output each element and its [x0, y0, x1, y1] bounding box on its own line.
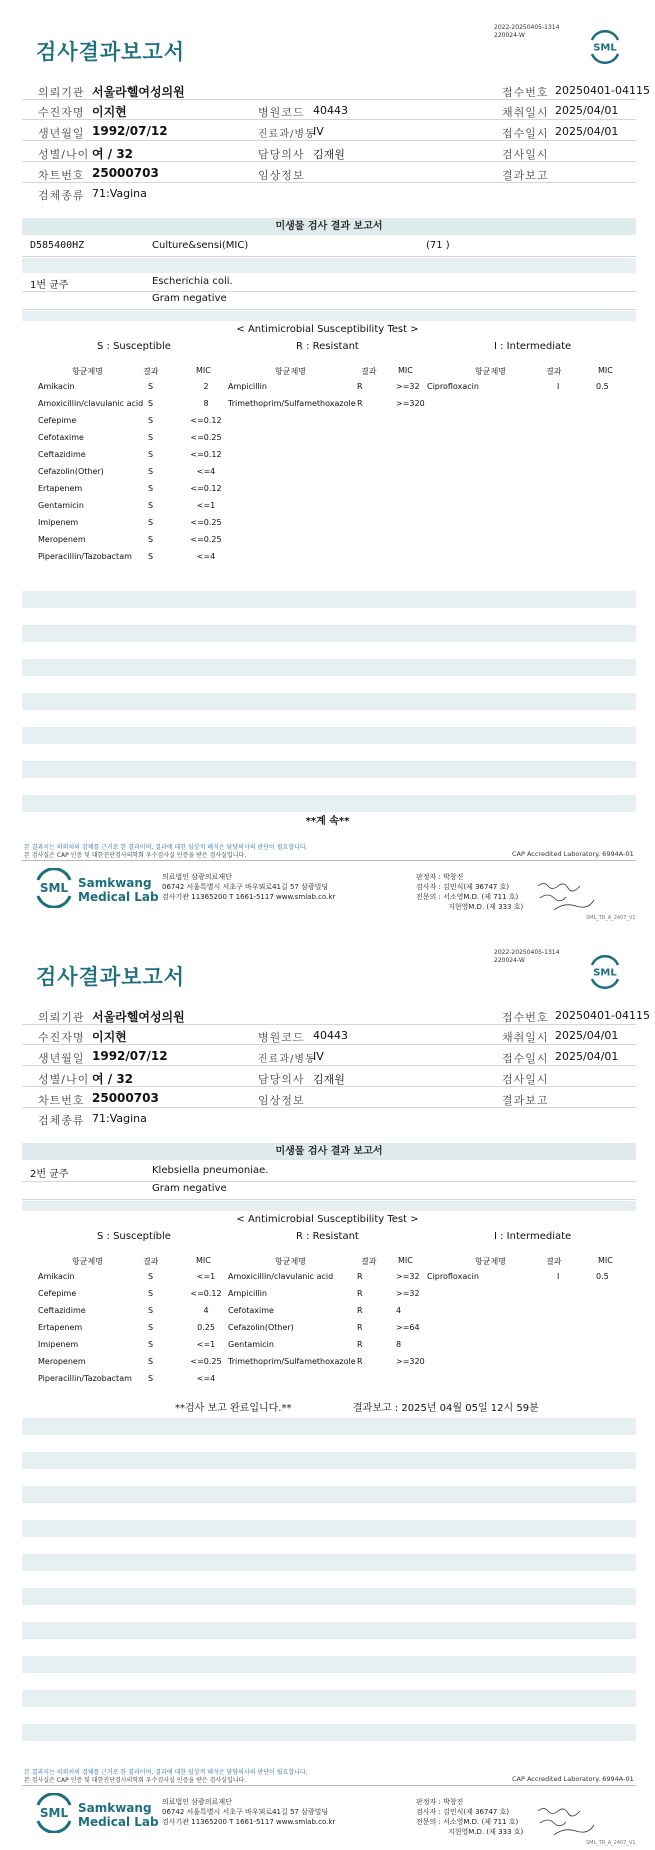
value-collector: 이지현	[92, 105, 127, 119]
label-clinical: 임상정보	[258, 1094, 305, 1107]
label-receipt-no: 접수번호	[502, 86, 549, 99]
value-collect-date: 2025/04/01	[555, 104, 619, 117]
label-receipt-date: 접수일시	[502, 127, 549, 140]
value-receipt-no: 20250401-04115	[555, 84, 650, 97]
value-chart-no: 25000703	[92, 1091, 159, 1105]
drug-name: Amoxicillin/clavulanic acid	[228, 1272, 334, 1281]
footer-note-1: 본 결과지는 의뢰처의 검체를 근거로 한 결과이며, 결과에 대한 임상적 해석은 담당의사의 판단이 필요합니다.	[24, 1769, 308, 1776]
drug-name: Amikacin	[38, 382, 75, 391]
row-stripe	[22, 591, 636, 608]
signer-1: 판정자 : 박창진	[416, 873, 464, 881]
header-result-2: 결과	[361, 367, 377, 376]
value-collect-date: 2025/04/01	[555, 1029, 619, 1042]
form-number: SML_TR_A_2407_V1	[586, 1840, 636, 1846]
mic-value: 8	[203, 399, 209, 408]
header-result-3: 결과	[546, 367, 562, 376]
susceptibility-result: S	[148, 450, 154, 459]
label-doctor: 담당의사	[258, 148, 305, 161]
logo-text: SML	[593, 42, 617, 54]
gram-stain: Gram negative	[152, 1183, 227, 1194]
test-code: D585400HZ	[30, 240, 85, 251]
label-sex-age: 성별/나이	[38, 148, 90, 161]
drug-name: Ceftazidime	[38, 450, 86, 459]
label-result-report: 결과보고	[502, 169, 549, 182]
row-stripe	[22, 693, 636, 710]
value-receipt-no: 20250401-04115	[555, 1009, 650, 1022]
header-drug-1: 항균제명	[72, 367, 103, 376]
value-specimen: 71:Vagina	[92, 1112, 147, 1125]
test-name: Culture&sensi(MIC)	[152, 240, 249, 251]
mic-value: <=1	[196, 1272, 216, 1281]
row-stripe	[22, 1486, 636, 1503]
report-title: 검사결과보고서	[36, 40, 186, 64]
susceptibility-result: S	[148, 382, 154, 391]
row-stripe	[22, 1656, 636, 1673]
value-sex-age: 여 / 32	[92, 1072, 134, 1086]
susceptibility-result: R	[357, 1272, 363, 1281]
label-sex-age: 성별/나이	[38, 1073, 90, 1086]
value-institution: 서울라헬여성의원	[92, 85, 185, 99]
legend-resistant: R : Resistant	[296, 341, 359, 352]
row-stripe	[22, 1622, 636, 1639]
footer-address-3: 검사기관 11365200 T 1661-5117 www.smlab.co.kr	[162, 1818, 336, 1826]
section-title: 미생물 검사 결과 보고서	[22, 1143, 636, 1160]
row-stripe	[22, 1554, 636, 1571]
drug-name: Amoxicillin/clavulanic acid	[38, 399, 144, 408]
label-check-date: 검사일시	[502, 148, 549, 161]
footer-address-3: 검사기관 11365200 T 1661-5117 www.smlab.co.kr	[162, 893, 336, 901]
mic-value: <=0.12	[190, 416, 222, 425]
susceptibility-result: S	[148, 501, 154, 510]
organism-name: Klebsiella pneumoniae.	[152, 1165, 269, 1176]
drug-name: Imipenem	[38, 1340, 79, 1349]
sml-logo-icon	[588, 955, 622, 989]
label-doctor: 담당의사	[258, 1073, 305, 1086]
header-drug-1: 항균제명	[72, 1257, 103, 1266]
label-hospital-code: 병원코드	[258, 1031, 305, 1044]
mic-value: >=32	[396, 382, 420, 391]
drug-name: Meropenem	[38, 535, 86, 544]
drug-name: Cefazolin(Other)	[38, 467, 104, 476]
susceptibility-result: R	[357, 399, 363, 408]
signature-icon	[536, 880, 596, 914]
susceptibility-result: S	[148, 484, 154, 493]
sml-logo-icon	[588, 30, 622, 64]
label-check-date: 검사일시	[502, 1073, 549, 1086]
document-number	[494, 949, 559, 965]
label-chart-no: 차트번호	[38, 169, 85, 182]
mic-value: >=32	[396, 1272, 420, 1281]
footer-logo-text: SML	[39, 1806, 69, 1820]
legend-intermediate: I : Intermediate	[494, 341, 572, 352]
doc-no-2: 220024-W	[494, 32, 525, 39]
mic-value: <=4	[196, 552, 216, 561]
row-stripe	[22, 727, 636, 744]
susceptibility-result: S	[148, 535, 154, 544]
susceptibility-result: R	[357, 1340, 363, 1349]
label-dob: 생년월일	[38, 1052, 85, 1065]
document-number	[494, 24, 559, 40]
susceptibility-result: S	[148, 552, 154, 561]
value-specimen: 71:Vagina	[92, 187, 147, 200]
signer-3: 전문의 : 서소영M.D. (제 711 호)	[416, 1818, 519, 1826]
legend-susceptible: S : Susceptible	[97, 1231, 171, 1242]
row-stripe	[22, 1520, 636, 1537]
value-receipt-date: 2025/04/01	[555, 125, 619, 138]
label-receipt-date: 접수일시	[502, 1052, 549, 1065]
header-result-2: 결과	[361, 1257, 377, 1266]
ast-title: < Antimicrobial Susceptibility Test >	[236, 1214, 419, 1225]
doc-no-2: 220024-W	[494, 957, 525, 964]
drug-name: Cefotaxime	[228, 1306, 274, 1315]
mic-value: 8	[396, 1340, 402, 1349]
value-receipt-date: 2025/04/01	[555, 1050, 619, 1063]
value-dob: 1992/07/12	[92, 124, 168, 138]
isolate-label: 1번 균주	[30, 280, 69, 291]
report-time: 결과보고 : 2025년 04월 05일 12시 59분	[353, 1403, 539, 1414]
susceptibility-result: R	[357, 1306, 363, 1315]
susceptibility-result: R	[357, 1289, 363, 1298]
susceptibility-result: R	[357, 1357, 363, 1366]
drug-name: Ampicillin	[228, 1289, 267, 1298]
label-specimen: 검체종류	[38, 189, 85, 202]
row-stripe	[22, 1588, 636, 1605]
drug-name: Ertapenem	[38, 1323, 83, 1332]
susceptibility-result: S	[148, 1323, 154, 1332]
section-title: 미생물 검사 결과 보고서	[22, 218, 636, 235]
drug-name: Ciprofloxacin	[427, 1272, 479, 1281]
value-doctor: 김재원	[313, 1073, 345, 1086]
drug-name: Cefepime	[38, 416, 77, 425]
row-stripe	[22, 659, 636, 676]
mic-value: <=1	[196, 501, 216, 510]
header-mic-2: MIC	[398, 1256, 413, 1265]
value-doctor: 김재원	[313, 148, 345, 161]
organism-name: Escherichia coli.	[152, 276, 233, 287]
susceptibility-result: R	[357, 1323, 363, 1332]
mic-value: <=4	[196, 1374, 216, 1383]
gram-stain: Gram negative	[152, 293, 227, 304]
footer-address-2: 06742 서울특별시 서초구 바우뫼로41길 57 삼광빌딩	[162, 883, 329, 891]
cap-accreditation: CAP Accredited Laboratory. 6994A-01	[512, 1775, 634, 1783]
value-dept-ward: IV	[313, 1050, 324, 1063]
label-collect-date: 채취일시	[502, 106, 549, 119]
label-dob: 생년월일	[38, 127, 85, 140]
footer-note-2: 본 검사실은 CAP 인증 및 대한진단검사의학회 우수검사실 인증을 받은 검사실입니다.	[24, 852, 247, 859]
label-collector: 수진자명	[38, 106, 85, 119]
mic-value: <=0.25	[190, 535, 222, 544]
sml-footer-logo-icon	[34, 1793, 74, 1833]
continued-marker: **계 속**	[305, 816, 350, 827]
report-page-2	[0, 925, 655, 1850]
drug-name: Cefepime	[38, 1289, 77, 1298]
mic-value: >=32	[396, 1289, 420, 1298]
label-chart-no: 차트번호	[38, 1094, 85, 1107]
header-result-1: 결과	[143, 1257, 159, 1266]
susceptibility-result: R	[357, 382, 363, 391]
drug-name: Amikacin	[38, 1272, 75, 1281]
mic-value: 0.5	[596, 1272, 609, 1281]
legend-susceptible: S : Susceptible	[97, 341, 171, 352]
value-dob: 1992/07/12	[92, 1049, 168, 1063]
isolate-label: 2번 균주	[30, 1169, 69, 1180]
header-drug-3: 항균제명	[475, 367, 506, 376]
label-institution: 의뢰기관	[38, 1011, 85, 1024]
susceptibility-result: S	[148, 1357, 154, 1366]
drug-name: Piperacillin/Tazobactam	[38, 552, 132, 561]
header-result-1: 결과	[143, 367, 159, 376]
drug-name: Gentamicin	[228, 1340, 274, 1349]
row-stripe	[22, 1690, 636, 1707]
test-number: (71 )	[426, 240, 450, 251]
signer-4: 지현영M.D. (제 333 호)	[448, 1828, 524, 1836]
value-hospital-code: 40443	[313, 104, 348, 117]
brand-name-2: Medical Lab	[78, 1815, 159, 1829]
header-mic-1: MIC	[196, 366, 211, 375]
signer-4: 지현영M.D. (제 333 호)	[448, 903, 524, 911]
doc-no-1: 2022-20250405-1314	[494, 949, 560, 956]
susceptibility-result: S	[148, 416, 154, 425]
header-mic-2: MIC	[398, 366, 413, 375]
header-drug-3: 항균제명	[475, 1257, 506, 1266]
drug-name: Ceftazidime	[38, 1306, 86, 1315]
susceptibility-result: I	[557, 382, 560, 391]
legend-resistant: R : Resistant	[296, 1231, 359, 1242]
footer-note-2: 본 검사실은 CAP 인증 및 대한진단검사의학회 우수검사실 인증을 받은 검사실입니다.	[24, 1777, 247, 1784]
footer-address-1: 의료법인 삼광의료재단	[162, 873, 232, 881]
legend-intermediate: I : Intermediate	[494, 1231, 572, 1242]
header-mic-3: MIC	[598, 1256, 613, 1265]
mic-value: <=0.12	[190, 1289, 222, 1298]
susceptibility-result: S	[148, 1374, 154, 1383]
mic-value: >=64	[396, 1323, 420, 1332]
drug-name: Ampicillin	[228, 382, 267, 391]
signer-2: 검사자 : 김민식(제 36747 호)	[416, 883, 510, 891]
label-dept-ward: 진료과/병동	[258, 1054, 316, 1065]
mic-value: <=0.12	[190, 450, 222, 459]
drug-name: Piperacillin/Tazobactam	[38, 1374, 132, 1383]
drug-name: Ciprofloxacin	[427, 382, 479, 391]
cap-accreditation: CAP Accredited Laboratory. 6994A-01	[512, 850, 634, 858]
row-stripe	[22, 1452, 636, 1469]
susceptibility-result: S	[148, 518, 154, 527]
susceptibility-result: S	[148, 467, 154, 476]
susceptibility-result: I	[557, 1272, 560, 1281]
row-stripe	[22, 1724, 636, 1741]
mic-value: >=320	[396, 399, 425, 408]
mic-value: 0.5	[596, 382, 609, 391]
mic-value: <=0.25	[190, 1357, 222, 1366]
drug-name: Trimethoprim/Sulfamethoxazole	[228, 1357, 356, 1366]
footer-logo-text: SML	[39, 881, 69, 895]
row-stripe	[22, 625, 636, 642]
mic-value: <=0.25	[190, 433, 222, 442]
label-result-report: 결과보고	[502, 1094, 549, 1107]
label-collect-date: 채취일시	[502, 1031, 549, 1044]
header-result-3: 결과	[546, 1257, 562, 1266]
mic-value: <=0.12	[190, 484, 222, 493]
brand-name-2: Medical Lab	[78, 890, 159, 904]
value-hospital-code: 40443	[313, 1029, 348, 1042]
header-drug-2: 항균제명	[275, 1257, 306, 1266]
mic-value: 0.25	[197, 1323, 215, 1332]
drug-name: Trimethoprim/Sulfamethoxazole	[228, 399, 356, 408]
doc-no-1: 2022-20250405-1314	[494, 24, 560, 31]
signer-2: 검사자 : 김민식(제 36747 호)	[416, 1808, 510, 1816]
mic-value: 4	[396, 1306, 402, 1315]
drug-name: Cefotaxime	[38, 433, 84, 442]
report-title: 검사결과보고서	[36, 965, 186, 989]
brand-name-1: Samkwang	[78, 1801, 152, 1815]
susceptibility-result: S	[148, 1272, 154, 1281]
signer-1: 판정자 : 박창진	[416, 1798, 464, 1806]
label-clinical: 임상정보	[258, 169, 305, 182]
footer-address-2: 06742 서울특별시 서초구 바우뫼로41길 57 삼광빌딩	[162, 1808, 329, 1816]
drug-name: Cefazolin(Other)	[228, 1323, 294, 1332]
mic-value: 4	[203, 1306, 209, 1315]
label-institution: 의뢰기관	[38, 86, 85, 99]
mic-value: <=4	[196, 467, 216, 476]
susceptibility-result: S	[148, 1306, 154, 1315]
drug-name: Imipenem	[38, 518, 79, 527]
value-dept-ward: IV	[313, 125, 324, 138]
label-specimen: 검체종류	[38, 1114, 85, 1127]
header-drug-2: 항균제명	[275, 367, 306, 376]
form-number: SML_TR_A_2407_V1	[586, 915, 636, 921]
brand-name-1: Samkwang	[78, 876, 152, 890]
header-mic-1: MIC	[196, 1256, 211, 1265]
drug-name: Gentamicin	[38, 501, 84, 510]
mic-value: <=1	[196, 1340, 216, 1349]
label-hospital-code: 병원코드	[258, 106, 305, 119]
row-stripe	[22, 795, 636, 812]
mic-value: <=0.25	[190, 518, 222, 527]
signer-3: 전문의 : 서소영M.D. (제 711 호)	[416, 893, 519, 901]
sml-footer-logo-icon	[34, 868, 74, 908]
value-institution: 서울라헬여성의원	[92, 1010, 185, 1024]
label-receipt-no: 접수번호	[502, 1011, 549, 1024]
label-dept-ward: 진료과/병동	[258, 129, 316, 140]
susceptibility-result: S	[148, 433, 154, 442]
value-sex-age: 여 / 32	[92, 147, 134, 161]
signature-icon	[536, 1805, 596, 1839]
value-chart-no: 25000703	[92, 166, 159, 180]
ast-title: < Antimicrobial Susceptibility Test >	[236, 324, 419, 335]
susceptibility-result: S	[148, 1289, 154, 1298]
footer-address-1: 의료법인 삼광의료재단	[162, 1798, 232, 1806]
value-collector: 이지현	[92, 1030, 127, 1044]
logo-text: SML	[593, 967, 617, 979]
drug-name: Ertapenem	[38, 484, 83, 493]
report-complete: **검사 보고 완료입니다.**	[175, 1403, 292, 1414]
label-collector: 수진자명	[38, 1031, 85, 1044]
susceptibility-result: S	[148, 1340, 154, 1349]
header-mic-3: MIC	[598, 366, 613, 375]
mic-value: 2	[203, 382, 209, 391]
susceptibility-result: S	[148, 399, 154, 408]
drug-name: Meropenem	[38, 1357, 86, 1366]
footer-note-1: 본 결과지는 의뢰처의 검체를 근거로 한 결과이며, 결과에 대한 임상적 해석은 담당의사의 판단이 필요합니다.	[24, 844, 308, 851]
row-stripe	[22, 761, 636, 778]
mic-value: >=320	[396, 1357, 425, 1366]
row-stripe	[22, 1418, 636, 1435]
